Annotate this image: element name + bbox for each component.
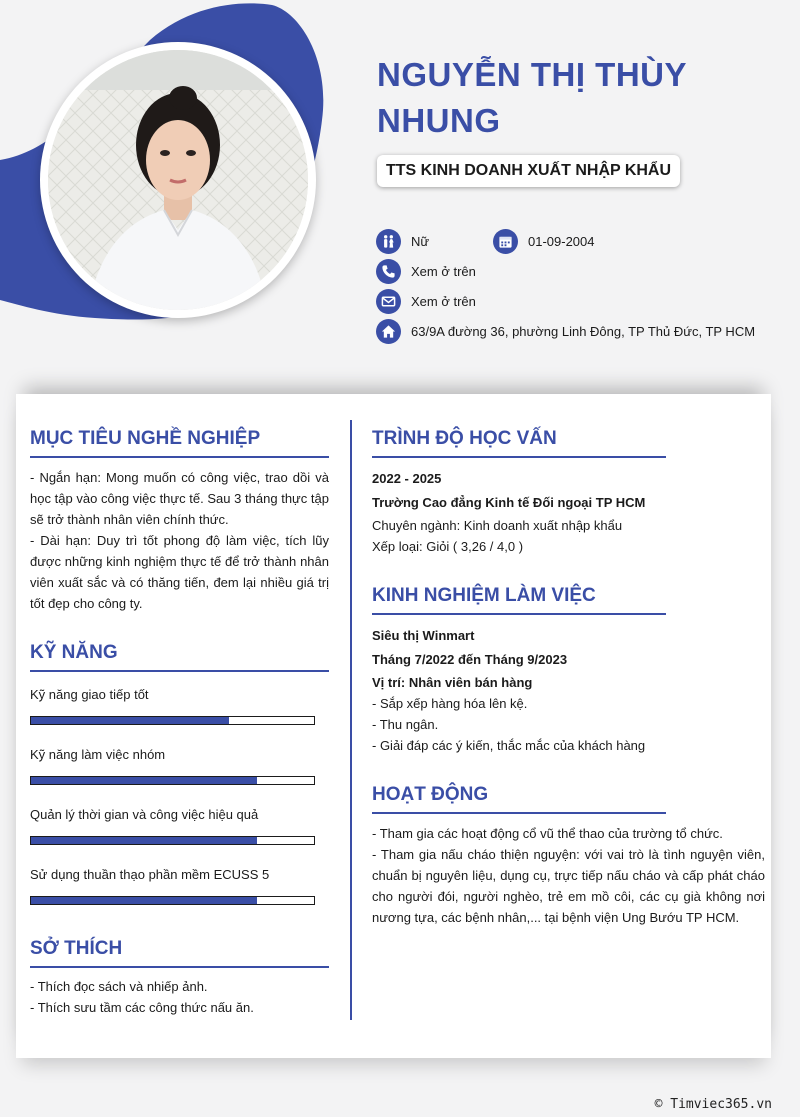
education-rank: Xếp loại: Giỏi ( 3,26 / 4,0 ) bbox=[372, 539, 524, 554]
address-row bbox=[376, 319, 755, 344]
address-value: 63/9A đường 36, phường Linh Đông, TP Thủ Đức, TP HCM bbox=[411, 324, 756, 339]
activities-title: HOẠT ĐỘNG bbox=[372, 784, 666, 814]
skill-level-fill bbox=[31, 777, 257, 784]
hobby-item: - Thích sưu tầm các công thức nấu ăn. bbox=[30, 1000, 254, 1015]
email-value: Xem ở trên bbox=[411, 294, 476, 309]
activity-item: - Tham gia nấu cháo thiện nguyện: với vai trò là tình nguyện viên, chuẩn bị nguyên liệu, dụng cụ, trực tiếp nấu cháo và cấp phát cháo cho người đói, người nghèo, trẻ em mồ côi, các cụ già không nơi nương tựa, các bệnh nhân,... tại bệnh viện Ung Bướu TP HCM. bbox=[372, 847, 765, 925]
skill-bar bbox=[30, 716, 315, 725]
experience-company: Siêu thị Winmart bbox=[372, 628, 475, 643]
profile-photo-frame bbox=[40, 42, 316, 318]
skill-level-fill bbox=[31, 897, 257, 904]
hobbies-title: SỞ THÍCH bbox=[30, 938, 329, 968]
skill-bar bbox=[30, 896, 315, 905]
activities-text bbox=[372, 823, 765, 928]
education-school: Trường Cao đẳng Kinh tế Đối ngoại TP HCM bbox=[372, 495, 646, 510]
skills-title: KỸ NĂNG bbox=[30, 642, 329, 672]
experience-task: - Sắp xếp hàng hóa lên kệ. bbox=[372, 696, 528, 711]
envelope-icon bbox=[376, 289, 401, 314]
desired-position-badge: TTS KINH DOANH XUẤT NHẬP KHẨU bbox=[377, 155, 680, 187]
profile-photo bbox=[48, 50, 308, 310]
experience-title: KINH NGHIỆM LÀM VIỆC bbox=[372, 585, 666, 615]
skill-bar bbox=[30, 776, 315, 785]
resume-body-card bbox=[16, 394, 771, 1058]
objective-long-term: - Dài hạn: Duy trì tốt phong độ làm việc, tích lũy được những kinh nghiệm thực tế để trở thành nhân viên xuất sắc và có thăng tiến, đem lại nhiều giá trị tốt đẹp cho công ty. bbox=[30, 533, 329, 611]
education-period: 2022 - 2025 bbox=[372, 471, 442, 486]
calendar-icon bbox=[493, 229, 518, 254]
hobby-item: - Thích đọc sách và nhiếp ảnh. bbox=[30, 979, 208, 994]
skill-label: Kỹ năng làm việc nhóm bbox=[30, 747, 166, 762]
gender-icon bbox=[376, 229, 401, 254]
education-title: TRÌNH ĐỘ HỌC VẤN bbox=[372, 428, 666, 458]
skill-level-fill bbox=[31, 837, 257, 844]
activity-item: - Tham gia các hoạt động cổ vũ thể thao của trường tổ chức. bbox=[372, 826, 723, 841]
skill-label: Sử dụng thuần thạo phần mềm ECUSS 5 bbox=[30, 867, 270, 882]
skill-level-fill bbox=[31, 717, 229, 724]
home-icon bbox=[376, 319, 401, 344]
phone-value: Xem ở trên bbox=[411, 264, 476, 279]
skill-label: Quản lý thời gian và công việc hiệu quả bbox=[30, 807, 259, 822]
candidate-name: NGUYỄN THỊ THÙY NHUNG bbox=[377, 56, 687, 139]
objective-text bbox=[30, 467, 329, 614]
experience-period: Tháng 7/2022 đến Tháng 9/2023 bbox=[372, 652, 568, 667]
birthdate-row bbox=[493, 229, 595, 254]
gender-row bbox=[376, 229, 429, 254]
objective-title: MỤC TIÊU NGHỀ NGHIỆP bbox=[30, 428, 329, 458]
birthdate-value: 01-09-2004 bbox=[528, 234, 595, 249]
phone-icon bbox=[376, 259, 401, 284]
column-divider bbox=[350, 420, 352, 1020]
watermark: © Timviec365.vn bbox=[654, 1097, 772, 1112]
skill-label: Kỹ năng giao tiếp tốt bbox=[30, 687, 149, 702]
education-major: Chuyên ngành: Kinh doanh xuất nhập khẩu bbox=[372, 518, 623, 533]
skill-bar bbox=[30, 836, 315, 845]
gender-value: Nữ bbox=[411, 234, 430, 249]
experience-task: - Thu ngân. bbox=[372, 717, 439, 732]
experience-role: Vị trí: Nhân viên bán hàng bbox=[372, 675, 533, 690]
email-row bbox=[376, 289, 476, 314]
experience-task: - Giải đáp các ý kiến, thắc mắc của khách hàng bbox=[372, 738, 646, 753]
phone-row bbox=[376, 259, 476, 284]
objective-short-term: - Ngắn hạn: Mong muốn có công việc, trao dồi và học tập vào công việc thực tế. Sau 3 tháng thực tập sẽ trở thành nhân viên chính thức. bbox=[30, 470, 329, 527]
